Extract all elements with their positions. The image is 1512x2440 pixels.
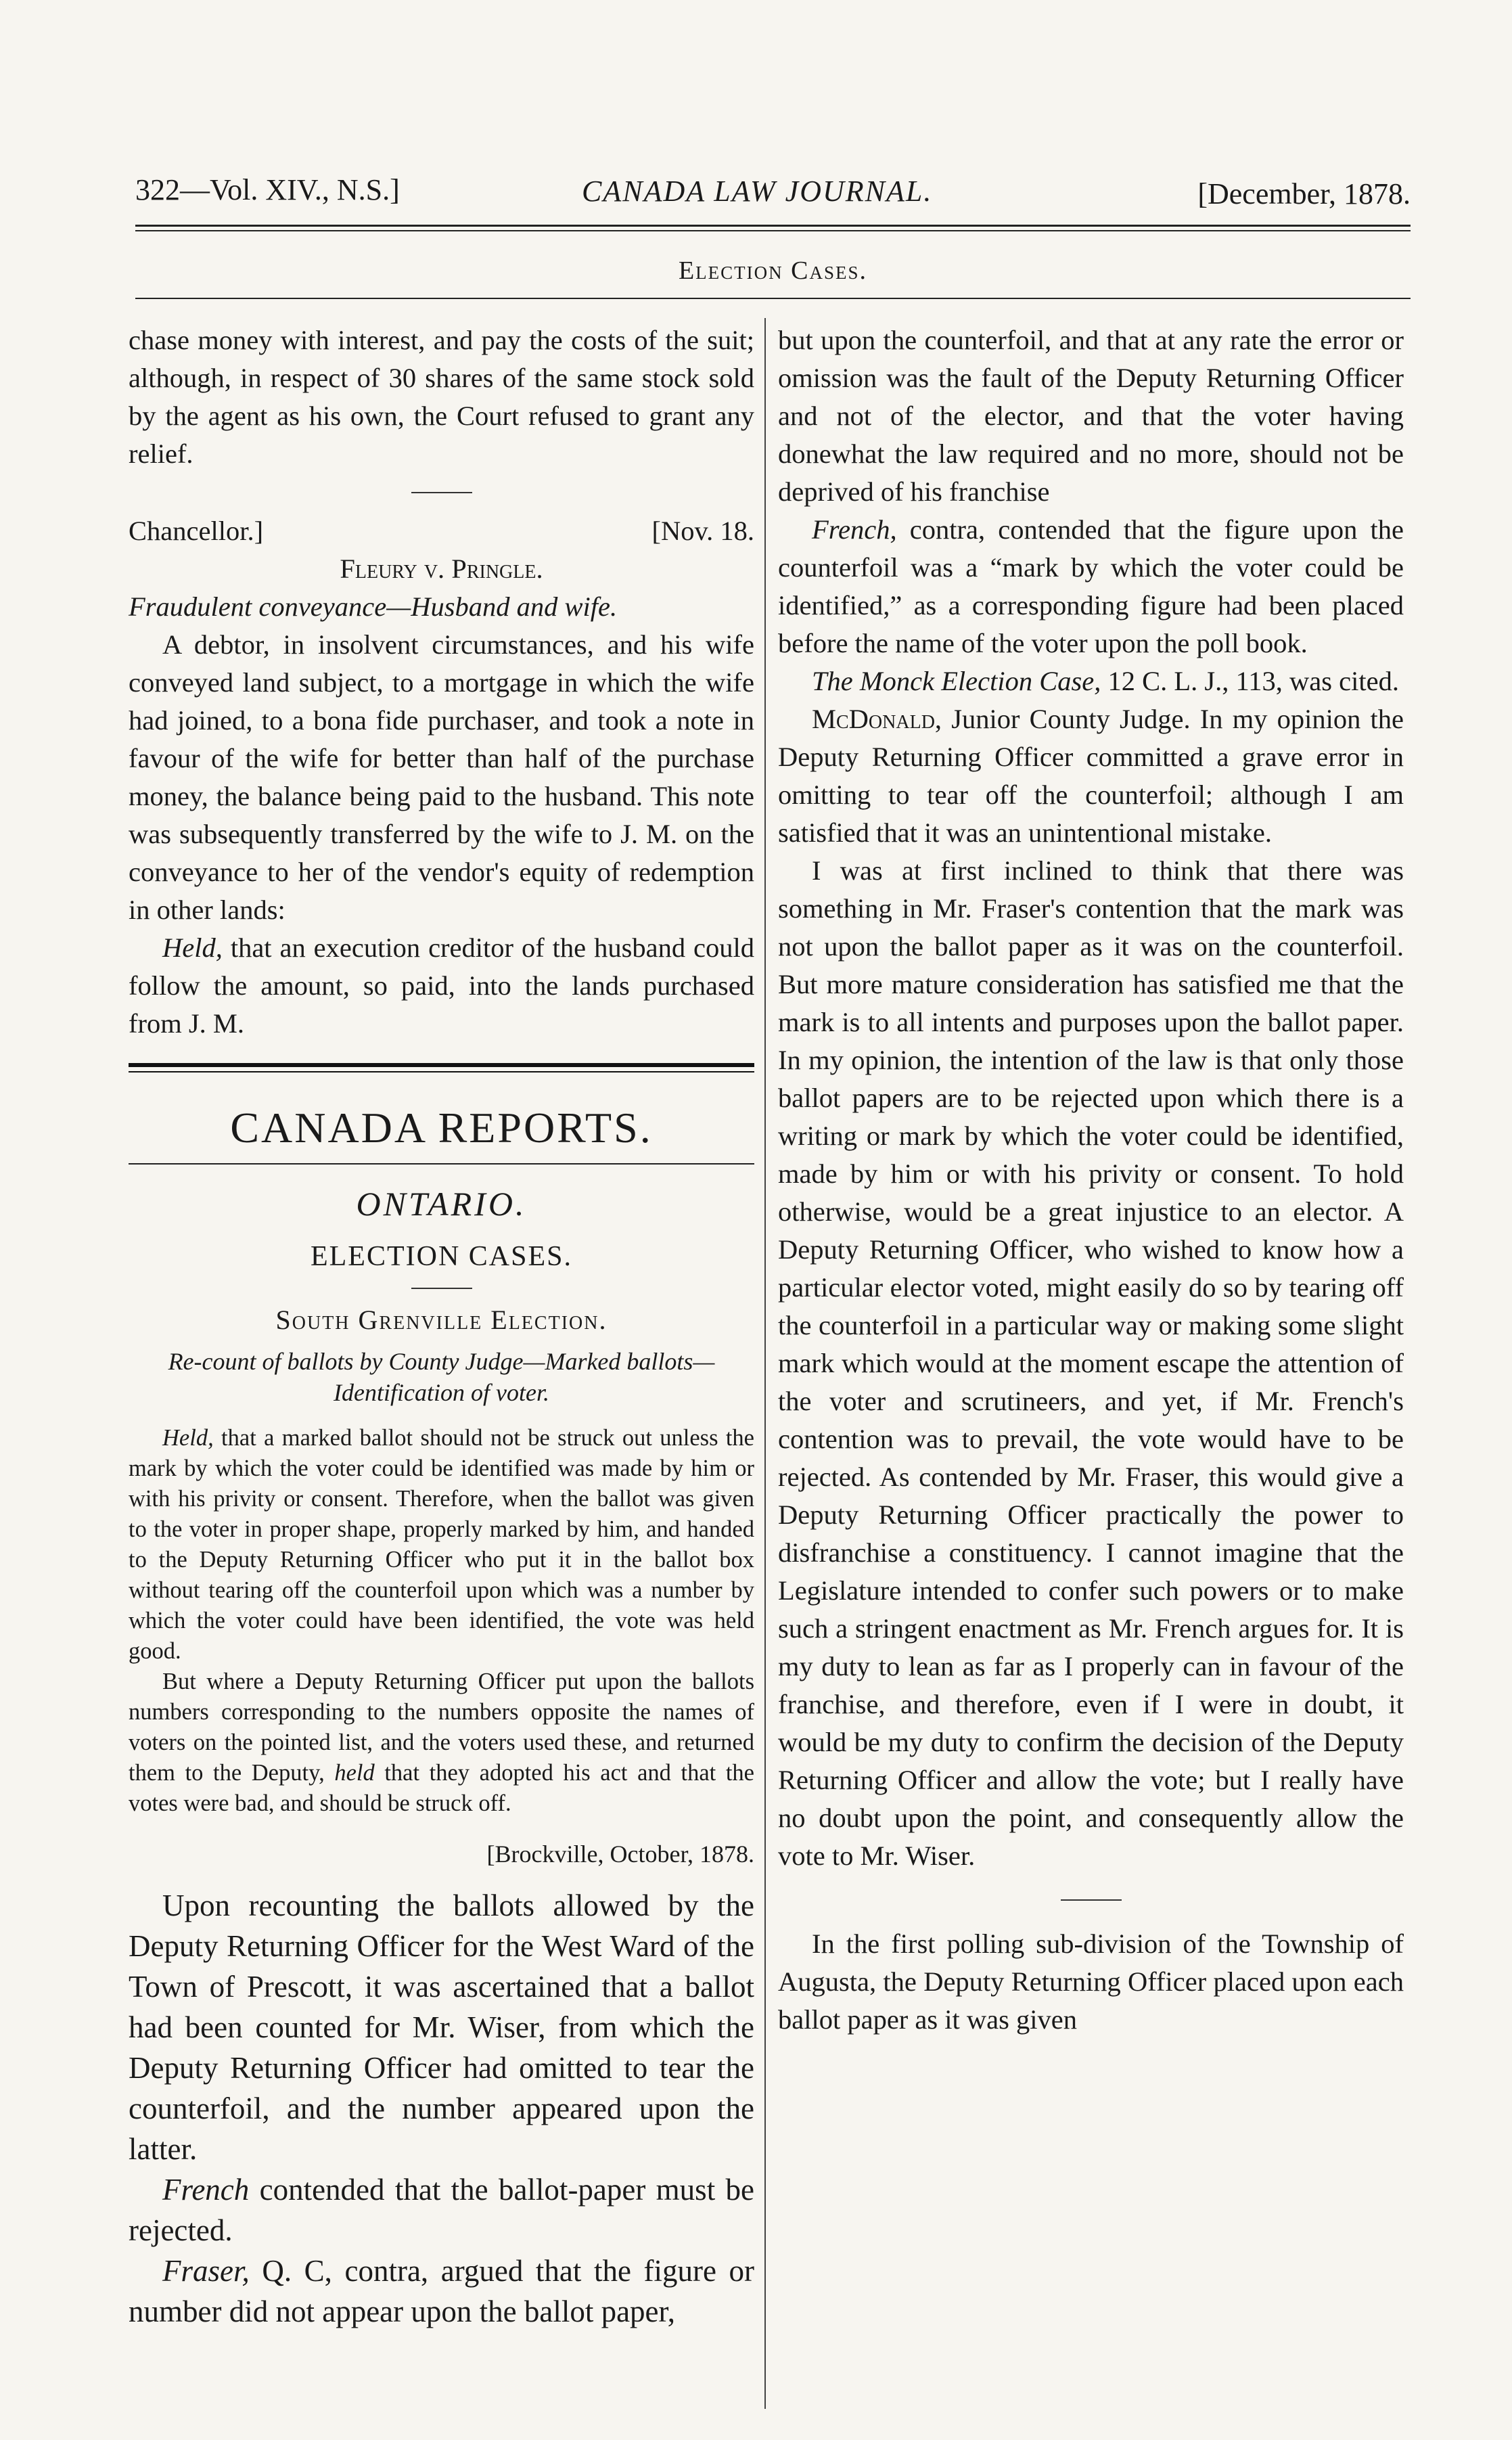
divider	[411, 1288, 472, 1289]
paragraph: I was at first inclined to think that there was something in Mr. Fraser's contention that the mark was not upon the ballot paper as it was on the counterfoil. But more mature consideration has satisfied me that the mark is to all intents and purposes upon the ballot paper. In my opinion, the intention of the law is that only those ballot papers are to be rejected upon which there is a writing or mark by which the voter could be identified, made by him or with his privity or consent. To hold otherwise, would be a great injustice to an elector. A Deputy Returning Officer, who wished to know how a particular elector voted, might easily do so by tearing off the counterfoil in a particular way or making some slight mark which would at the moment escape the attention of the voter and scrutineers, and yet, if Mr. French's contention was to prevail, the vote would have to be rejected. As contended by Mr. Fraser, this would give a Deputy Returning Officer practically the power to disfranchise a constituency. I cannot imagine that the Legislature intended to confer such powers or to make such a stringent enactment as Mr. French argues for. It is my duty to lean as far as I properly can in favour of the franchise, and therefore, even if I were in doubt, it would be my duty to confirm the decision of the Deputy Returning Officer and allow the vote; but I really have no doubt upon the point, and consequently allow the vote to Mr. Wiser.	[778, 855, 1404, 1871]
paragraph: A debtor, in insolvent circumstances, and his wife conveyed land subject, to a mortgage in which the wife had joined, to a bona fide purchaser, and took a note in favour of the wife for better than half of the purchase money, the balance being paid to the husband. This note was subsequently transferred by the wife to J. M. on the conveyance to her of the vendor's equity of redemption in other lands:	[129, 629, 754, 925]
case-citation: The Monck Election Case,	[812, 666, 1101, 696]
section-title: Election Cases.	[678, 256, 868, 285]
paragraph-text: Junior County Judge. In my opinion the Deputy Returning Officer committed a grave error in omitting to tear off the counterfoil; although I am satisfied that it was an unintentional mistake.	[778, 704, 1404, 848]
paragraph: In the first polling sub-division of the Township of Augusta, the Deputy Returning Officer placed upon each ballot paper as it was given	[778, 1928, 1404, 2035]
paragraph-text: 12 C. L. J., 113, was cited.	[1101, 666, 1399, 696]
header-rule-top	[135, 225, 1411, 227]
dateline: [Brockville, October, 1878.	[486, 1840, 754, 1868]
province-title: ONTARIO.	[356, 1185, 527, 1223]
journal-title: CANADA LAW JOURNAL.	[582, 175, 933, 208]
divider	[411, 492, 472, 493]
headnote-paragraph	[129, 1423, 754, 1667]
reports-rule	[129, 1163, 754, 1165]
held-label: Held,	[162, 932, 223, 963]
held-label: Held,	[162, 1425, 214, 1451]
right-column	[778, 321, 1404, 2039]
court-date: [Nov. 18.	[651, 516, 754, 546]
page-header	[135, 173, 1411, 220]
header-rule-bottom	[135, 230, 1411, 231]
case-subject: Fraudulent conveyance—Husband and wife.	[129, 591, 618, 622]
issue-date: [December, 1878.	[1197, 177, 1411, 210]
column-divider	[764, 318, 766, 2409]
case-name: Fleury v. Pringle.	[340, 553, 543, 584]
paragraph-text: that an execution creditor of the husband could follow the amount, so paid, into the lands purchased from J. M.	[129, 932, 754, 1039]
paragraph: but upon the counterfoil, and that at any rate the error or omission was the fault of the Deputy Returning Officer and not of the elector, and that the voter having donewhat the law required and no more, should not be deprived of his franchise	[778, 325, 1404, 507]
paragraph-text: contended that the ballot-paper must be rejected.	[129, 2173, 754, 2247]
election-title: South Grenville Election.	[275, 1305, 608, 1335]
judgment-text	[129, 1885, 754, 2332]
paragraph	[129, 929, 754, 1043]
paragraph	[778, 662, 1404, 700]
held-label: held	[334, 1760, 375, 1786]
paragraph: chase money with interest, and pay the costs of the suit; although, in respect of 30 shares of the same stock sold by the agent as his own, the Court refused to grant any relief.	[129, 325, 754, 469]
headnote	[129, 1423, 754, 1819]
election-subhead: Re-count of ballots by County Judge—Marked ballots—Identification of voter.	[168, 1348, 715, 1406]
divider	[1061, 1899, 1122, 1901]
paragraph	[129, 2169, 754, 2251]
paragraph	[778, 511, 1404, 662]
paragraph-text: Q. C, contra, argued that the figure or number did not appear upon the ballot paper,	[129, 2254, 754, 2328]
thick-rule	[129, 1063, 754, 1067]
counsel-name: French	[162, 2173, 250, 2207]
court-line	[129, 512, 754, 550]
paragraph: Upon recounting the ballots allowed by the Deputy Returning Officer for the West Ward of the Town of Prescott, it was ascertained that a ballot had been counted for Mr. Wiser, from which the Deputy Returning Officer had omitted to tear the counterfoil, and the number appeared upon the latter.	[129, 1889, 754, 2166]
headnote-text: that a marked ballot should not be struck out unless the mark by which the voter could be identified was made by him or with his privity or consent. Therefore, when the ballot was given to the voter in proper shape, properly marked by him, and handed to the Deputy Returning Officer who put it in the ballot box without tearing off the counterfoil upon which was a number by which the voter could have been identified, the vote was held good.	[129, 1425, 754, 1664]
headnote-paragraph	[129, 1667, 754, 1819]
thin-rule	[129, 1071, 754, 1072]
section-rule	[135, 298, 1411, 299]
counsel-name: Fraser,	[162, 2254, 250, 2288]
court-name: Chancellor.]	[129, 516, 264, 546]
left-column	[129, 321, 754, 2332]
counsel-name: French,	[812, 514, 897, 545]
reports-title: CANADA REPORTS.	[230, 1104, 653, 1152]
judge-name: McDonald,	[812, 704, 942, 734]
category-title: ELECTION CASES.	[311, 1241, 572, 1272]
headnote-text: that they adopted his act and that the votes were bad, and should be struck off.	[129, 1760, 754, 1816]
headnote-text: But where a Deputy Returning Officer put upon the ballots numbers corresponding to the numbers opposite the names of voters on the pointed list, and the voters used these, and returned them to the Deputy,	[129, 1669, 754, 1786]
paragraph	[778, 700, 1404, 852]
paragraph-text: contra, contended that the figure upon the counterfoil was a “mark by which the voter could be identified,” as a corresponding figure had been placed before the name of the voter upon the poll book.	[778, 514, 1404, 658]
paragraph	[129, 2251, 754, 2332]
page-number-volume: 322—Vol. XIV., N.S.]	[135, 173, 400, 206]
